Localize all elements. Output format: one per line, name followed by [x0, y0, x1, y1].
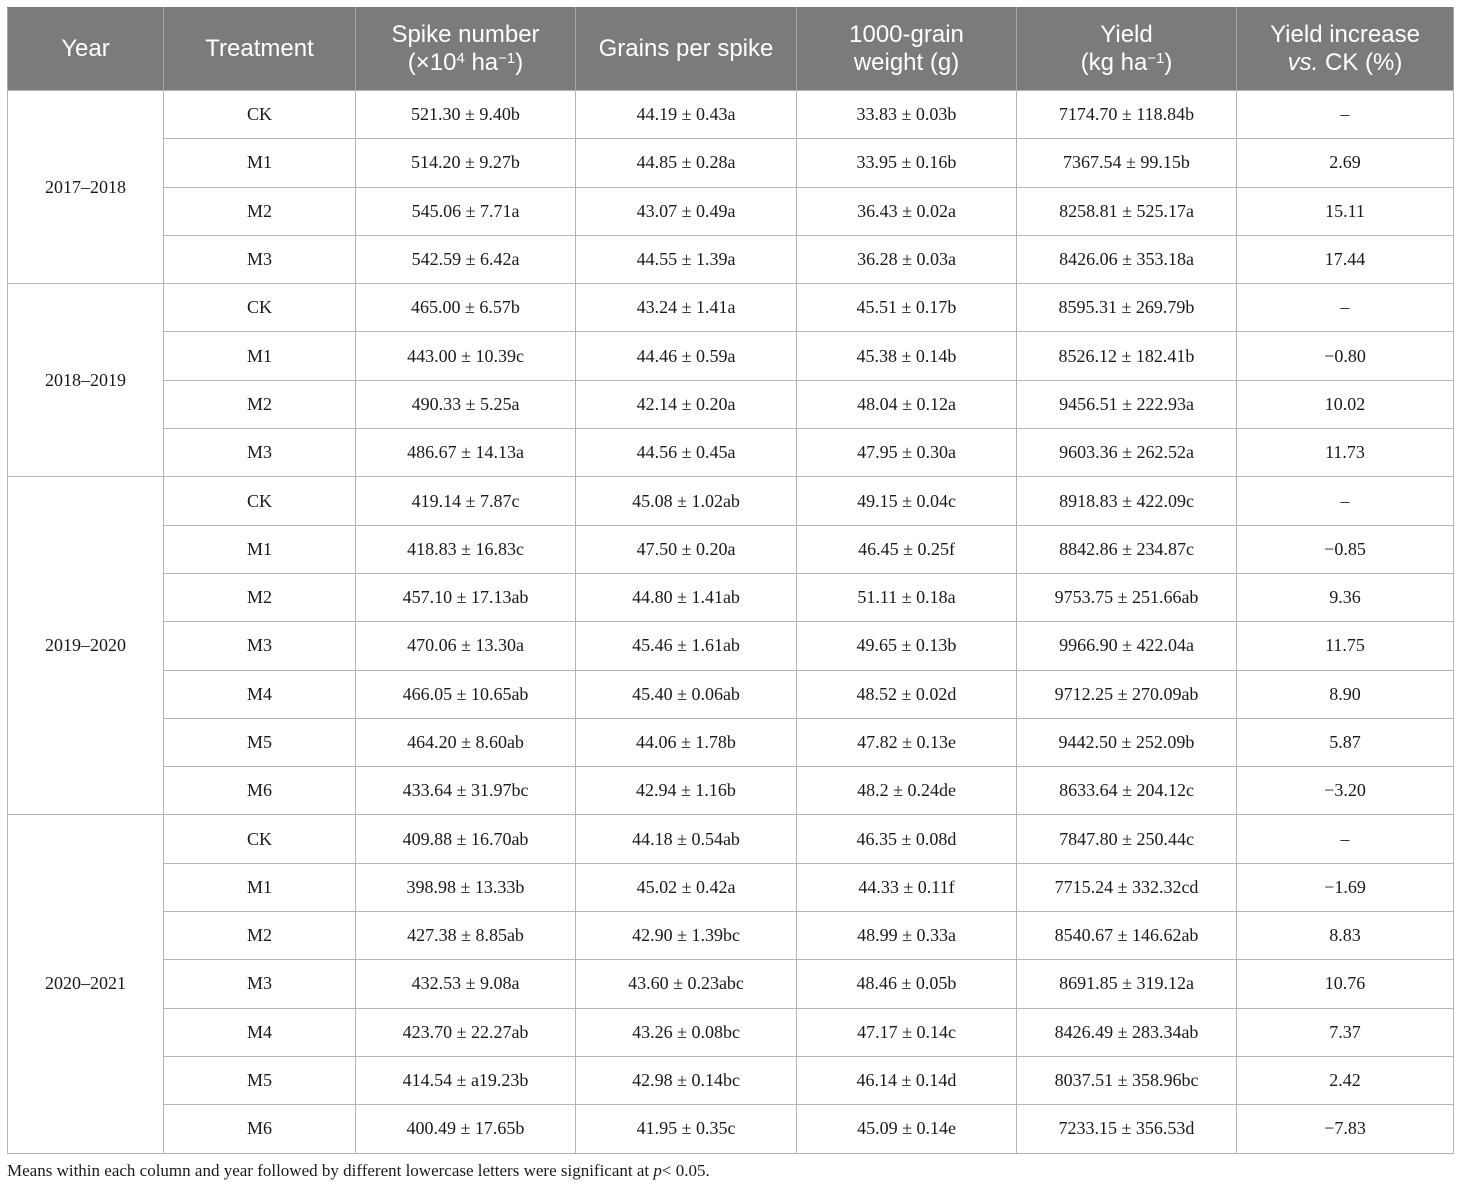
cell-yield-increase: 2.69	[1237, 139, 1454, 187]
cell-yield-increase: 17.44	[1237, 235, 1454, 283]
cell-spike-number: 418.83 ± 16.83c	[356, 525, 576, 573]
cell-yield: 8918.83 ± 422.09c	[1017, 477, 1237, 525]
header-spike-line2	[360, 49, 571, 77]
cell-treatment: CK	[164, 815, 356, 863]
table-row	[8, 815, 1454, 863]
cell-grains-per-spike: 41.95 ± 0.35c	[576, 1105, 797, 1153]
cell-treatment: M1	[164, 863, 356, 911]
table-footnote	[7, 1161, 710, 1181]
cell-yield-increase: 10.02	[1237, 380, 1454, 428]
cell-yield: 9712.25 ± 270.09ab	[1017, 670, 1237, 718]
cell-treatment: M1	[164, 332, 356, 380]
cell-spike-number: 419.14 ± 7.87c	[356, 477, 576, 525]
cell-yield-increase: 8.90	[1237, 670, 1454, 718]
cell-grain-weight: 36.28 ± 0.03a	[797, 235, 1017, 283]
cell-treatment: M2	[164, 187, 356, 235]
cell-spike-number: 464.20 ± 8.60ab	[356, 718, 576, 766]
cell-grain-weight: 48.46 ± 0.05b	[797, 960, 1017, 1008]
cell-grains-per-spike: 44.18 ± 0.54ab	[576, 815, 797, 863]
cell-spike-number: 490.33 ± 5.25a	[356, 380, 576, 428]
cell-spike-number: 423.70 ± 22.27ab	[356, 1008, 576, 1056]
cell-grains-per-spike: 42.90 ± 1.39bc	[576, 912, 797, 960]
cell-grain-weight: 47.82 ± 0.13e	[797, 718, 1017, 766]
cell-treatment: M3	[164, 960, 356, 1008]
cell-spike-number: 409.88 ± 16.70ab	[356, 815, 576, 863]
footnote-p: p	[653, 1161, 662, 1180]
cell-treatment: CK	[164, 91, 356, 139]
header-yield-unit-pre: (kg ha	[1080, 49, 1148, 76]
table-row	[8, 670, 1454, 718]
cell-grain-weight: 36.43 ± 0.02a	[797, 187, 1017, 235]
cell-treatment: M5	[164, 1056, 356, 1104]
cell-yield-increase: −7.83	[1237, 1105, 1454, 1153]
cell-grain-weight: 51.11 ± 0.18a	[797, 573, 1017, 621]
cell-yield-increase: 8.83	[1237, 912, 1454, 960]
cell-spike-number: 470.06 ± 13.30a	[356, 622, 576, 670]
cell-yield-increase: 15.11	[1237, 187, 1454, 235]
table-row	[8, 767, 1454, 815]
cell-treatment: M2	[164, 573, 356, 621]
cell-yield-increase: –	[1237, 284, 1454, 332]
header-spike-unit-exp: 4	[456, 50, 465, 67]
cell-yield: 8540.67 ± 146.62ab	[1017, 912, 1237, 960]
footnote-text: Means within each column and year followed by different lowercase letters were significant at	[7, 1161, 654, 1180]
cell-grains-per-spike: 45.08 ± 1.02ab	[576, 477, 797, 525]
table-row	[8, 718, 1454, 766]
table-body	[8, 91, 1454, 1154]
cell-yield-increase: 11.75	[1237, 622, 1454, 670]
cell-yield-increase: –	[1237, 815, 1454, 863]
cell-yield: 9442.50 ± 252.09b	[1017, 718, 1237, 766]
header-treatment	[164, 8, 356, 91]
header-year	[8, 8, 164, 91]
table-row	[8, 429, 1454, 477]
header-yield-unit-post: )	[1164, 49, 1173, 76]
cell-treatment: M6	[164, 1105, 356, 1153]
cell-grains-per-spike: 45.46 ± 1.61ab	[576, 622, 797, 670]
header-spike-unit-exp2: −1	[498, 50, 516, 67]
table-row	[8, 332, 1454, 380]
cell-yield: 7847.80 ± 250.44c	[1017, 815, 1237, 863]
cell-treatment: M6	[164, 767, 356, 815]
header-spike-number	[356, 8, 576, 91]
cell-yield: 7367.54 ± 99.15b	[1017, 139, 1237, 187]
cell-yield: 8426.49 ± 283.34ab	[1017, 1008, 1237, 1056]
cell-spike-number: 400.49 ± 17.65b	[356, 1105, 576, 1153]
header-inc-line2	[1241, 49, 1449, 77]
cell-grains-per-spike: 44.46 ± 0.59a	[576, 332, 797, 380]
cell-grain-weight: 46.35 ± 0.08d	[797, 815, 1017, 863]
cell-grain-weight: 44.33 ± 0.11f	[797, 863, 1017, 911]
cell-treatment: CK	[164, 284, 356, 332]
cell-spike-number: 521.30 ± 9.40b	[356, 91, 576, 139]
cell-grain-weight: 33.95 ± 0.16b	[797, 139, 1017, 187]
cell-yield-increase: 10.76	[1237, 960, 1454, 1008]
header-inc-line1: Yield increase	[1270, 21, 1420, 48]
cell-spike-number: 443.00 ± 10.39c	[356, 332, 576, 380]
cell-grain-weight: 45.51 ± 0.17b	[797, 284, 1017, 332]
cell-yield-increase: –	[1237, 477, 1454, 525]
cell-grain-weight: 45.38 ± 0.14b	[797, 332, 1017, 380]
cell-yield-increase: 2.42	[1237, 1056, 1454, 1104]
cell-grains-per-spike: 43.26 ± 0.08bc	[576, 1008, 797, 1056]
cell-yield: 8426.06 ± 353.18a	[1017, 235, 1237, 283]
cell-year: 2017–2018	[8, 91, 164, 284]
table-row	[8, 1008, 1454, 1056]
cell-spike-number: 542.59 ± 6.42a	[356, 235, 576, 283]
cell-spike-number: 457.10 ± 17.13ab	[356, 573, 576, 621]
cell-grains-per-spike: 43.60 ± 0.23abc	[576, 960, 797, 1008]
table-row	[8, 235, 1454, 283]
cell-yield-increase: –	[1237, 91, 1454, 139]
cell-treatment: M3	[164, 622, 356, 670]
cell-yield: 8526.12 ± 182.41b	[1017, 332, 1237, 380]
footnote-threshold: < 0.05.	[661, 1161, 710, 1180]
cell-spike-number: 466.05 ± 10.65ab	[356, 670, 576, 718]
table-row	[8, 960, 1454, 1008]
cell-spike-number: 465.00 ± 6.57b	[356, 284, 576, 332]
table-row	[8, 477, 1454, 525]
table-row	[8, 1056, 1454, 1104]
cell-grain-weight: 48.2 ± 0.24de	[797, 767, 1017, 815]
cell-treatment: CK	[164, 477, 356, 525]
header-spike-line1: Spike number	[391, 21, 540, 48]
header-spike-unit-mid: ha	[464, 49, 499, 76]
cell-yield-increase: 5.87	[1237, 718, 1454, 766]
cell-yield-increase: −1.69	[1237, 863, 1454, 911]
cell-yield: 8842.86 ± 234.87c	[1017, 525, 1237, 573]
header-grains-per-spike	[576, 8, 797, 91]
cell-yield: 8691.85 ± 319.12a	[1017, 960, 1237, 1008]
header-tgw-line1: 1000-grain	[849, 21, 964, 48]
cell-yield-increase: −0.80	[1237, 332, 1454, 380]
yield-components-table	[7, 7, 1454, 1154]
cell-yield: 8595.31 ± 269.79b	[1017, 284, 1237, 332]
cell-yield: 9753.75 ± 251.66ab	[1017, 573, 1237, 621]
cell-grain-weight: 48.52 ± 0.02d	[797, 670, 1017, 718]
cell-yield-increase: 7.37	[1237, 1008, 1454, 1056]
cell-yield: 8633.64 ± 204.12c	[1017, 767, 1237, 815]
cell-grains-per-spike: 43.07 ± 0.49a	[576, 187, 797, 235]
cell-grains-per-spike: 44.19 ± 0.43a	[576, 91, 797, 139]
cell-grains-per-spike: 42.14 ± 0.20a	[576, 380, 797, 428]
cell-grains-per-spike: 44.55 ± 1.39a	[576, 235, 797, 283]
cell-spike-number: 514.20 ± 9.27b	[356, 139, 576, 187]
cell-grain-weight: 48.99 ± 0.33a	[797, 912, 1017, 960]
cell-grains-per-spike: 47.50 ± 0.20a	[576, 525, 797, 573]
cell-yield: 9456.51 ± 222.93a	[1017, 380, 1237, 428]
cell-yield-increase: 11.73	[1237, 429, 1454, 477]
table-row	[8, 912, 1454, 960]
table-row	[8, 380, 1454, 428]
cell-grain-weight: 49.15 ± 0.04c	[797, 477, 1017, 525]
header-spike-unit-pre: (×10	[407, 49, 457, 76]
cell-grain-weight: 45.09 ± 0.14e	[797, 1105, 1017, 1153]
cell-treatment: M5	[164, 718, 356, 766]
table-row	[8, 284, 1454, 332]
cell-spike-number: 398.98 ± 13.33b	[356, 863, 576, 911]
cell-grains-per-spike: 44.80 ± 1.41ab	[576, 573, 797, 621]
table-container	[7, 7, 1453, 1154]
cell-grains-per-spike: 44.85 ± 0.28a	[576, 139, 797, 187]
cell-grain-weight: 33.83 ± 0.03b	[797, 91, 1017, 139]
header-yield-line1: Yield	[1100, 21, 1153, 48]
cell-yield: 8037.51 ± 358.96bc	[1017, 1056, 1237, 1104]
table-row	[8, 139, 1454, 187]
header-inc-vs: vs.	[1287, 49, 1319, 76]
cell-year: 2019–2020	[8, 477, 164, 815]
cell-grains-per-spike: 42.94 ± 1.16b	[576, 767, 797, 815]
cell-treatment: M2	[164, 912, 356, 960]
cell-yield: 7715.24 ± 332.32cd	[1017, 863, 1237, 911]
cell-grain-weight: 47.17 ± 0.14c	[797, 1008, 1017, 1056]
cell-grains-per-spike: 45.40 ± 0.06ab	[576, 670, 797, 718]
cell-grain-weight: 48.04 ± 0.12a	[797, 380, 1017, 428]
table-row	[8, 863, 1454, 911]
cell-treatment: M3	[164, 235, 356, 283]
cell-treatment: M2	[164, 380, 356, 428]
cell-treatment: M1	[164, 139, 356, 187]
header-year-label: Year	[61, 35, 110, 62]
cell-spike-number: 433.64 ± 31.97bc	[356, 767, 576, 815]
header-row	[8, 8, 1454, 91]
table-row	[8, 91, 1454, 139]
table-row	[8, 1105, 1454, 1153]
table-header	[8, 8, 1454, 91]
header-tgw-line2: weight (g)	[853, 49, 960, 76]
header-yield-line2	[1021, 49, 1232, 77]
cell-year: 2020–2021	[8, 815, 164, 1153]
cell-grains-per-spike: 43.24 ± 1.41a	[576, 284, 797, 332]
header-yield-increase	[1237, 8, 1454, 91]
cell-spike-number: 427.38 ± 8.85ab	[356, 912, 576, 960]
cell-yield: 9603.36 ± 262.52a	[1017, 429, 1237, 477]
cell-grain-weight: 46.14 ± 0.14d	[797, 1056, 1017, 1104]
table-row	[8, 187, 1454, 235]
cell-grains-per-spike: 42.98 ± 0.14bc	[576, 1056, 797, 1104]
cell-grain-weight: 49.65 ± 0.13b	[797, 622, 1017, 670]
table-row	[8, 622, 1454, 670]
cell-spike-number: 486.67 ± 14.13a	[356, 429, 576, 477]
cell-spike-number: 545.06 ± 7.71a	[356, 187, 576, 235]
cell-treatment: M3	[164, 429, 356, 477]
header-yield-unit-exp: −1	[1147, 50, 1165, 67]
header-grains-label: Grains per spike	[598, 35, 774, 62]
cell-grain-weight: 46.45 ± 0.25f	[797, 525, 1017, 573]
header-inc-ck: CK (%)	[1318, 49, 1403, 76]
table-row	[8, 525, 1454, 573]
cell-year: 2018–2019	[8, 284, 164, 477]
cell-yield-increase: 9.36	[1237, 573, 1454, 621]
cell-grains-per-spike: 45.02 ± 0.42a	[576, 863, 797, 911]
cell-spike-number: 414.54 ± a19.23b	[356, 1056, 576, 1104]
cell-yield: 7233.15 ± 356.53d	[1017, 1105, 1237, 1153]
cell-yield: 7174.70 ± 118.84b	[1017, 91, 1237, 139]
header-yield	[1017, 8, 1237, 91]
table-row	[8, 573, 1454, 621]
cell-grains-per-spike: 44.56 ± 0.45a	[576, 429, 797, 477]
cell-treatment: M1	[164, 525, 356, 573]
cell-yield: 8258.81 ± 525.17a	[1017, 187, 1237, 235]
cell-treatment: M4	[164, 1008, 356, 1056]
header-grain-weight	[797, 8, 1017, 91]
cell-grain-weight: 47.95 ± 0.30a	[797, 429, 1017, 477]
cell-treatment: M4	[164, 670, 356, 718]
cell-yield: 9966.90 ± 422.04a	[1017, 622, 1237, 670]
cell-spike-number: 432.53 ± 9.08a	[356, 960, 576, 1008]
header-spike-unit-post: )	[515, 49, 524, 76]
cell-grains-per-spike: 44.06 ± 1.78b	[576, 718, 797, 766]
header-treatment-label: Treatment	[205, 35, 314, 62]
cell-yield-increase: −3.20	[1237, 767, 1454, 815]
cell-yield-increase: −0.85	[1237, 525, 1454, 573]
